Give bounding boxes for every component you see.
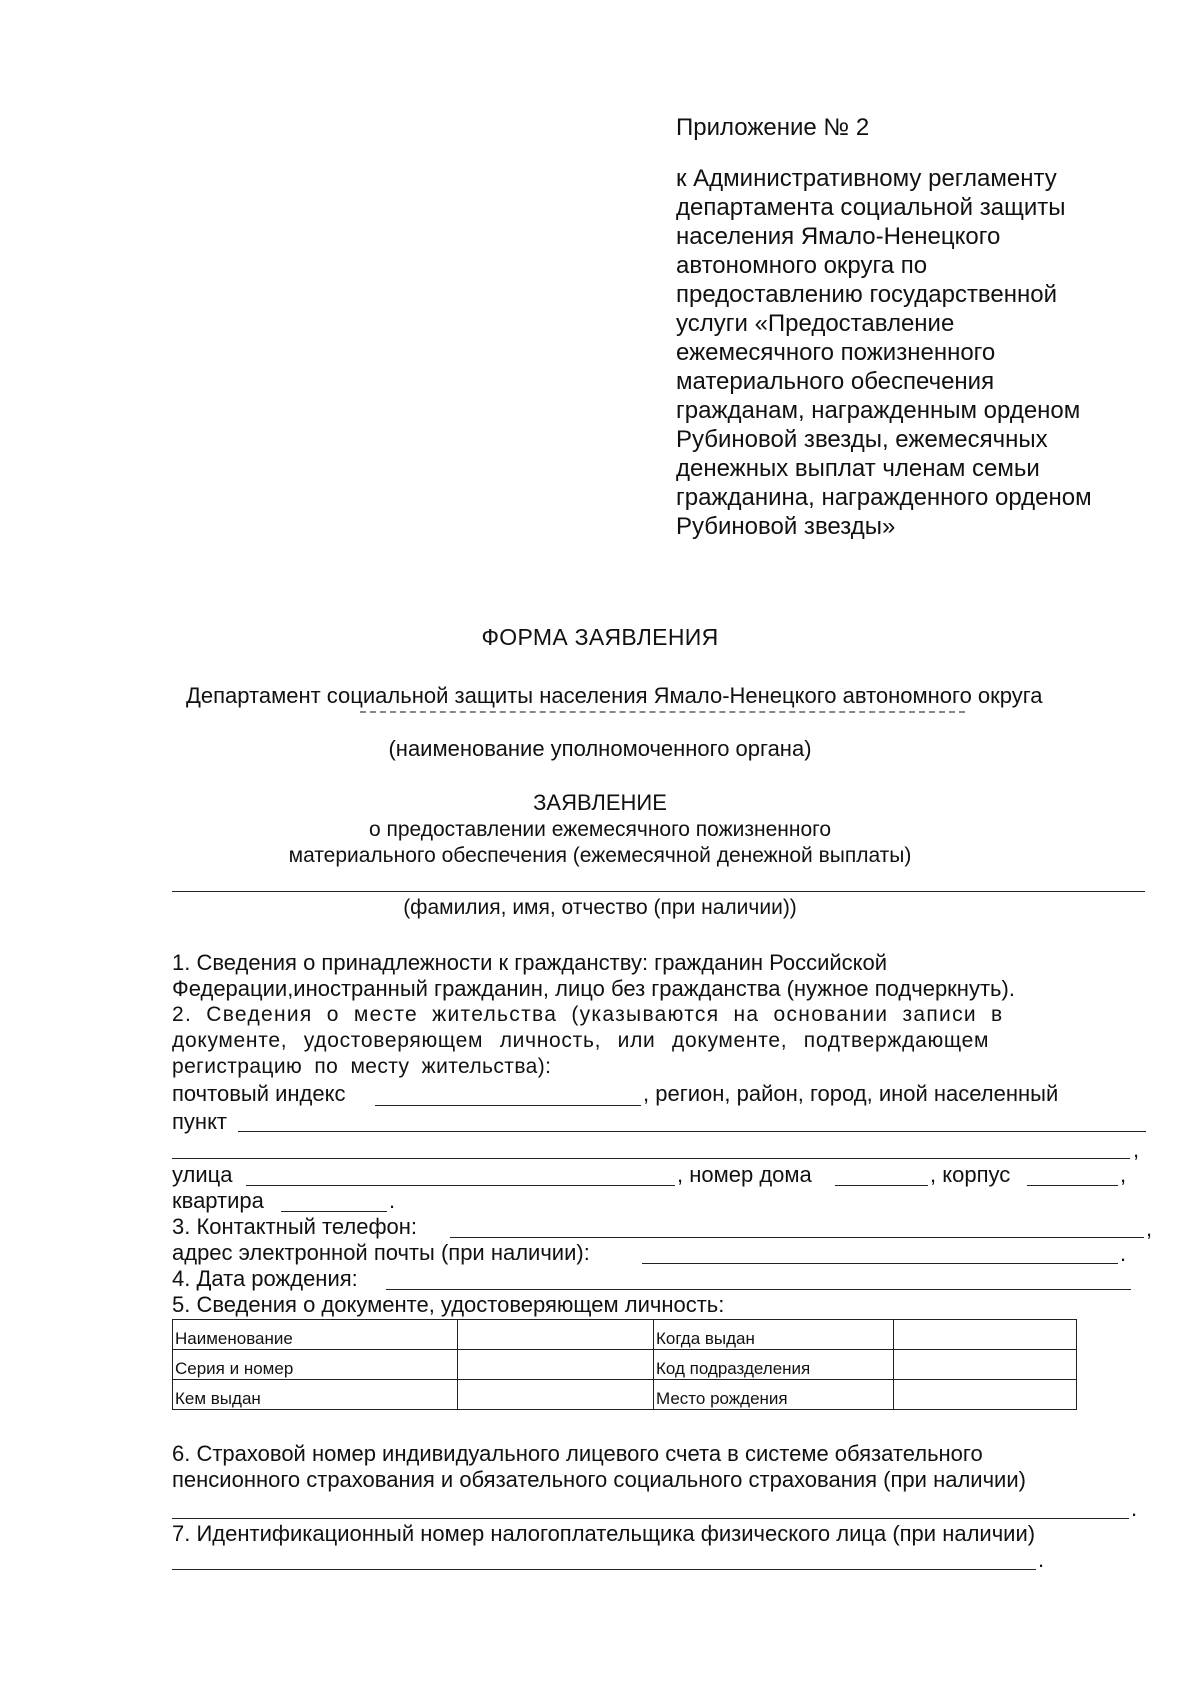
annex-line: материального обеспечения	[676, 368, 995, 395]
annex-line: департамента социальной защиты	[676, 194, 1066, 221]
birth-date-label: 4. Дата рождения:	[172, 1266, 358, 1291]
fio-input-line[interactable]	[172, 891, 1145, 892]
inn-input-line[interactable]	[172, 1569, 1036, 1570]
annex-line: денежных выплат членам семьи	[676, 455, 1040, 482]
annex-description	[676, 164, 1092, 541]
table-cell-label: Место рождения	[654, 1380, 894, 1410]
comma: ,	[1133, 1137, 1140, 1162]
period: .	[1038, 1547, 1045, 1572]
annex-line: гражданина, награжденного орденом	[676, 484, 1092, 511]
phone-label: 3. Контактный телефон:	[172, 1214, 418, 1239]
table-cell-label: Код подразделения	[654, 1350, 894, 1380]
statement-title: ЗАЯВЛЕНИЕ	[533, 790, 667, 815]
annex-line: услуги «Предоставление	[676, 310, 955, 337]
apartment-input-line[interactable]	[281, 1211, 387, 1212]
street-input-line[interactable]	[246, 1185, 675, 1186]
table-row	[173, 1380, 1077, 1410]
annex-line: населения Ямало-Ненецкого	[676, 223, 1001, 250]
house-input-line[interactable]	[835, 1185, 928, 1186]
annex-line: Рубиновой звезды, ежемесячных	[676, 426, 1048, 453]
table-row	[173, 1350, 1077, 1380]
table-row	[173, 1320, 1077, 1350]
phone-input-line[interactable]	[450, 1237, 1144, 1238]
postal-code-label: почтовый индекс	[172, 1081, 346, 1106]
section-2-line-2: документе, удостоверяющем личность, или документе, подтверждающем	[172, 1029, 990, 1052]
table-cell-input[interactable]	[458, 1350, 654, 1380]
statement-subtitle-2: материального обеспечения (ежемесячной денежной выплаты)	[288, 844, 912, 867]
section-6-line-1: 6. Страховой номер индивидуального лицевого счета в системе обязательного	[172, 1441, 983, 1466]
building-label: , корпус	[930, 1162, 1011, 1187]
house-label: , номер дома	[677, 1162, 812, 1187]
fio-caption: (фамилия, имя, отчество (при наличии))	[403, 896, 797, 919]
apartment-label: квартира	[172, 1188, 264, 1213]
id-document-table	[172, 1319, 1077, 1410]
email-label: адрес электронной почты (при наличии):	[172, 1240, 590, 1265]
annex-line: ежемесячного пожизненного	[676, 339, 996, 366]
locality-label: пункт	[172, 1109, 228, 1134]
period: .	[1131, 1496, 1138, 1521]
table-cell-label: Наименование	[173, 1320, 458, 1350]
table-cell-label: Кем выдан	[173, 1380, 458, 1410]
period: .	[1120, 1241, 1127, 1266]
postal-code-input-line[interactable]	[375, 1105, 641, 1106]
table-cell-input[interactable]	[458, 1380, 654, 1410]
email-input-line[interactable]	[642, 1263, 1118, 1264]
id-document-label: 5. Сведения о документе, удостоверяющем личность:	[172, 1292, 725, 1317]
annex-line: автономного округа по	[676, 252, 928, 279]
authority-caption: (наименование уполномоченного органа)	[388, 736, 812, 761]
statement-subtitle-1: о предоставлении ежемесячного пожизненного	[368, 818, 832, 841]
section-1-line-1: 1. Сведения о принадлежности к гражданству: гражданин Российской	[172, 950, 888, 975]
birth-date-input-line[interactable]	[386, 1289, 1131, 1290]
region-label: , регион, район, город, иной населенный	[643, 1081, 1059, 1106]
street-label: улица	[172, 1162, 233, 1187]
locality-input-line[interactable]	[238, 1131, 1146, 1132]
section-6-line-2: пенсионного страхования и обязательного социального страхования (при наличии)	[172, 1467, 1026, 1492]
section-2-line-1: 2. Сведения о месте жительства (указываются на основании записи в	[172, 1003, 1004, 1026]
form-title: ФОРМА ЗАЯВЛЕНИЯ	[481, 624, 719, 650]
comma: ,	[1120, 1162, 1127, 1187]
section-2-line-3: регистрацию по месту жительства):	[172, 1055, 552, 1078]
section-1-line-2: Федерации,иностранный гражданин, лицо без гражданства (нужное подчеркнуть).	[172, 976, 1015, 1001]
annex-line: к Административному регламенту	[676, 165, 1057, 192]
table-cell-input[interactable]	[894, 1380, 1077, 1410]
annex-line: Рубиновой звезды»	[676, 513, 896, 540]
annex-title: Приложение № 2	[676, 114, 870, 141]
period: .	[389, 1188, 396, 1213]
snils-input-line[interactable]	[172, 1518, 1129, 1519]
table-cell-input[interactable]	[458, 1320, 654, 1350]
table-cell-label: Серия и номер	[173, 1350, 458, 1380]
authority-dashed-line	[360, 711, 965, 713]
table-cell-input[interactable]	[894, 1320, 1077, 1350]
table-cell-label: Когда выдан	[654, 1320, 894, 1350]
table-cell-input[interactable]	[894, 1350, 1077, 1380]
authority-name: Департамент социальной защиты населения Ямало-Ненецкого автономного округа	[186, 683, 1043, 708]
annex-line: предоставлению государственной	[676, 281, 1058, 308]
building-input-line[interactable]	[1027, 1185, 1118, 1186]
annex-line: гражданам, награжденным орденом	[676, 397, 1081, 424]
section-7-line-1: 7. Идентификационный номер налогоплательщика физического лица (при наличии)	[172, 1521, 1036, 1546]
locality-input-line-2[interactable]	[172, 1158, 1130, 1159]
comma: ,	[1146, 1216, 1153, 1241]
